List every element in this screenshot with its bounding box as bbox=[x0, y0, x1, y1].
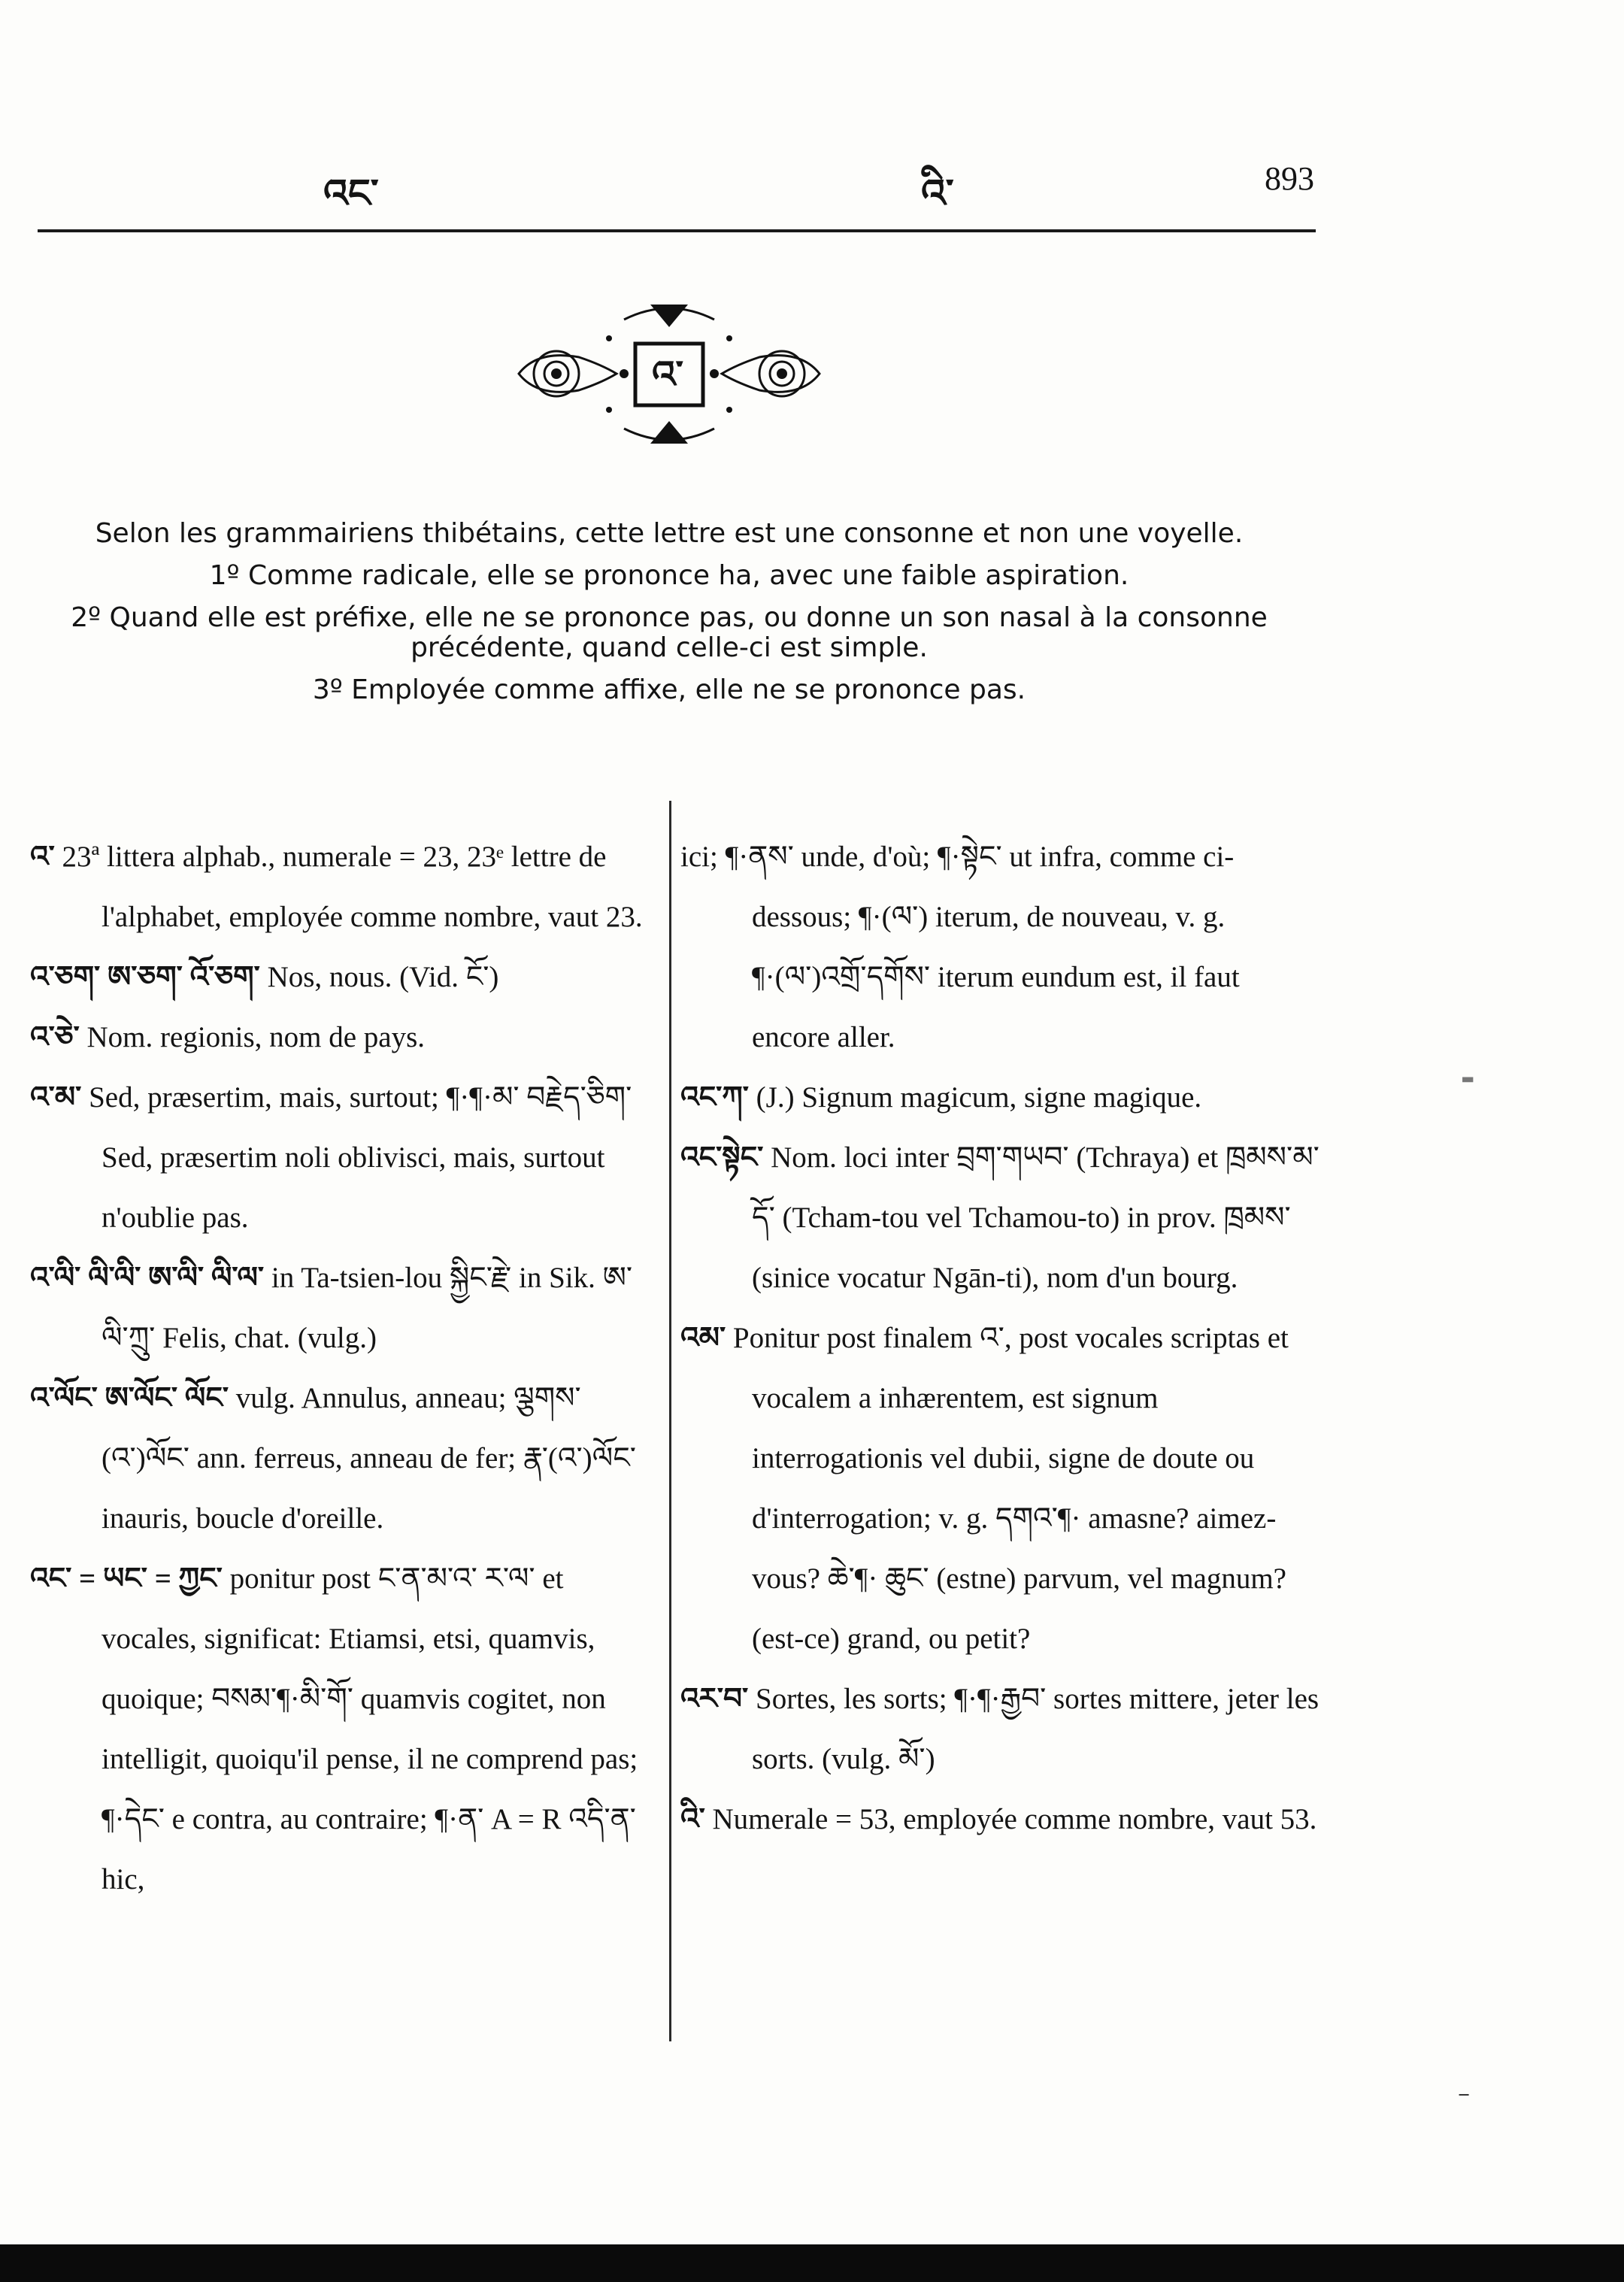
entry-definition: Sed, præsertim, mais, surtout; ¶·¶·མ་ བརྗེད་ཅིག་ Sed, præsertim noli oblivisci, mais, surtout n'oublie pas. bbox=[89, 1081, 632, 1234]
dictionary-entry bbox=[680, 1128, 1320, 1308]
dictionary-entry bbox=[30, 947, 654, 1008]
entry-definition: ici; ¶·ནས་ unde, d'où; ¶·སྟེང་ ut infra, comme ci-dessous; ¶·(ལ་) iterum, de nouveau, v. g. ¶·(ལ་)འགྲོ་དགོས་ iterum eundum est, il faut encore aller. bbox=[680, 841, 1240, 1053]
dictionary-entry bbox=[30, 1368, 654, 1549]
entry-headword: འ་ལི་ ལི་ལི་ ཨ་ལི་ ལི་ལ་ bbox=[30, 1262, 265, 1294]
entry-headword: འར་བ་ bbox=[680, 1683, 749, 1715]
header-rule bbox=[38, 229, 1316, 232]
ornament-letter: འ་ bbox=[652, 352, 683, 396]
entry-headword: འ་ཅག་ ཨ་ཅག་ འོ་ཅག་ bbox=[30, 961, 260, 993]
dictionary-entry bbox=[30, 1248, 654, 1368]
dictionary-entry bbox=[30, 1068, 654, 1248]
scan-bottom-edge bbox=[0, 2244, 1624, 2282]
entry-headword: འ་ལོང་ ཨ་ལོང་ ལོང་ bbox=[30, 1382, 229, 1414]
intro-paragraph: 1º Comme radicale, elle se prononce ha, avec une faible aspiration. bbox=[209, 560, 1129, 591]
entry-headword: འ་ bbox=[30, 841, 55, 873]
column-divider bbox=[669, 801, 671, 2041]
dictionary-entry bbox=[680, 1669, 1320, 1790]
introduction bbox=[60, 519, 1278, 717]
entry-definition: Nom. regionis, nom de pays. bbox=[86, 1021, 426, 1053]
entry-headword: འམ་ bbox=[680, 1322, 726, 1354]
intro-paragraph: 3º Employée comme affixe, elle ne se prononce pas. bbox=[312, 674, 1026, 705]
entry-headword: འ་མ་ bbox=[30, 1081, 82, 1114]
running-head-center: འི་ bbox=[921, 171, 954, 217]
entry-definition: Nos, nous. (Vid. ངོ་) bbox=[267, 961, 499, 993]
right-column bbox=[680, 827, 1320, 1850]
intro-paragraph: Selon les grammairiens thibétains, cette lettre est une consonne et non une voyelle. bbox=[95, 518, 1244, 549]
dictionary-entry bbox=[680, 1308, 1320, 1669]
entry-headword: འང་སྟེང་ bbox=[680, 1141, 764, 1174]
dictionary-entry bbox=[30, 1549, 654, 1910]
entry-definition: Sortes, les sorts; ¶·¶·རྒྱབ་ sortes mittere, jeter les sorts. (vulg. མོ་) bbox=[752, 1683, 1320, 1775]
scan-speck: ⁻ bbox=[1455, 2083, 1474, 2117]
crown-bottom bbox=[650, 421, 688, 444]
entry-definition: in Ta-tsien-lou སྐྱིང་རྗེ་ in Sik. ཨ་ལི་ཀྲུ་ Felis, chat. (vulg.) bbox=[102, 1262, 633, 1354]
crown-top bbox=[650, 305, 688, 327]
entry-definition: (J.) Signum magicum, signe magique. bbox=[756, 1081, 1202, 1114]
dictionary-entry bbox=[680, 1790, 1320, 1850]
entry-definition: Ponitur post finalem འ་, post vocales scriptas et vocalem a inhærentem, est signum interrogationis vel dubii, signe de doute ou d'interrogation; v. g. དགའ་¶· amasne? aimez-vous? ཆེ་¶· ཆུང་ (estne) parvum, vel magnum? (est-ce) grand, ou petit? bbox=[732, 1322, 1289, 1655]
entry-definition: Numerale = 53, employée comme nombre, vaut 53. bbox=[712, 1803, 1317, 1835]
scan-speck: ▬ bbox=[1462, 1068, 1474, 1089]
dictionary-entry bbox=[30, 827, 654, 947]
entry-headword: འ་ཅེ་ bbox=[30, 1021, 80, 1053]
entry-headword: འི་ bbox=[680, 1803, 705, 1835]
entry-definition: ponitur post ང་ན་མ་འ་ ར་ལ་ et vocales, significat: Etiamsi, etsi, quamvis, quoique; བསམ་¶·མི་གོ་ quamvis cogitet, non intelligit, quoiqu'il pense, il ne comprend pas; ¶·དེང་ e contra, au contraire; ¶·ན་ A = R འདི་ན་ hic, bbox=[102, 1562, 638, 1896]
running-head-left: འང་ bbox=[323, 171, 379, 217]
entry-definition: Nom. loci inter བྲག་གཡབ་ (Tchraya) et ཁྲམས་མ་དོ་ (Tcham-tou vel Tchamou-to) in prov. ཁྲམས་ (sinice vocatur Ngān-ti), nom d'un bourg. bbox=[752, 1141, 1320, 1294]
intro-paragraph: 2º Quand elle est préfixe, elle ne se prononce pas, ou donne un son nasal à la consonne précédente, quand celle-ci est simple. bbox=[71, 602, 1268, 663]
left-column bbox=[30, 827, 654, 1910]
page-number: 893 bbox=[1265, 160, 1314, 197]
entry-headword: འང་ = ཡང་ = ཀྱང་ bbox=[30, 1562, 223, 1595]
entry-definition: vulg. Annulus, anneau; ལྕགས་(འ་)ལོང་ ann. ferreus, anneau de fer; རྣ་(འ་)ལོང་ inauris, boucle d'oreille. bbox=[102, 1382, 636, 1535]
dictionary-entry bbox=[680, 1068, 1320, 1128]
entry-headword: འང་ཀ་ bbox=[680, 1081, 749, 1114]
dictionary-entry bbox=[30, 1008, 654, 1068]
entry-definition: 23ª littera alphab., numerale = 23, 23ᵉ lettre de l'alphabet, employée comme nombre, vaut 23. bbox=[62, 841, 643, 933]
dictionary-entry-continued bbox=[680, 827, 1320, 1068]
